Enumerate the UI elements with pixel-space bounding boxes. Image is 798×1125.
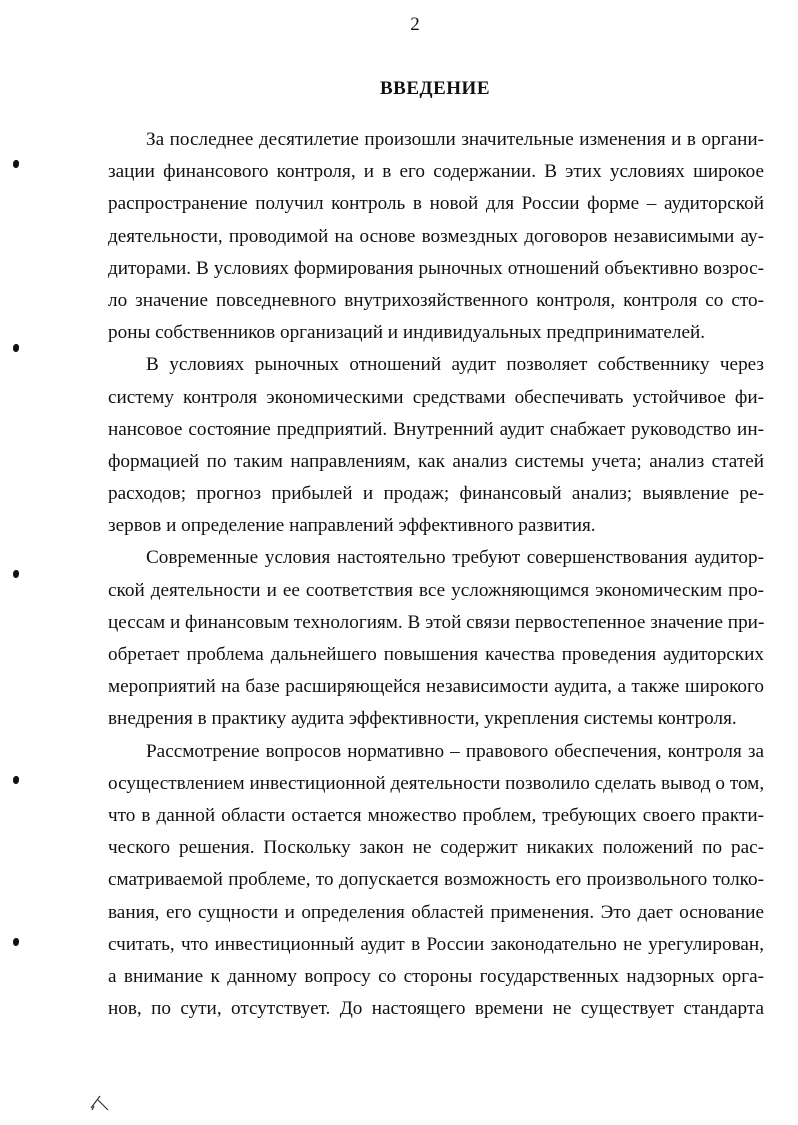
binder-hole-mark xyxy=(13,776,19,784)
binder-hole-mark xyxy=(13,344,19,352)
text-line: В условиях рыночных отношений аудит позволяет собственнику через xyxy=(146,354,764,376)
text-line: нов, по сути, отсутствует. До настоящего времени не существует стандарта xyxy=(108,998,764,1020)
text-line: систему контроля экономическими средствами обеспечивать устойчивое фи- xyxy=(108,386,764,408)
text-line: осуществлением инвестиционной деятельности позволило сделать вывод о том, xyxy=(108,772,765,794)
text-line: формацией по таким направлениям, как анализ системы учета; анализ статей xyxy=(108,450,764,472)
text-line: расходов; прогноз прибылей и продаж; финансовый анализ; выявление ре- xyxy=(108,483,764,505)
scan-mark-icon xyxy=(88,1090,112,1112)
binder-hole-mark xyxy=(13,938,19,946)
page-number: 2 xyxy=(410,14,420,35)
text-line: Рассмотрение вопросов нормативно – правового обеспечения, контроля за xyxy=(146,740,764,762)
text-line: считать, что инвестиционный аудит в России законодательно не урегулирован, xyxy=(108,933,764,955)
document-body xyxy=(108,124,764,1025)
binder-hole-mark xyxy=(13,160,19,168)
paragraph xyxy=(108,736,764,1026)
text-line: ской деятельности и ее соответствия все усложняющимся экономическим про- xyxy=(108,579,764,601)
text-line: роны собственников организаций и индивидуальных предпринимателей. xyxy=(108,322,706,344)
text-line: ло значение повседневного внутрихозяйственного контроля, контроля со сто- xyxy=(108,289,764,311)
text-line: обретает проблема дальнейшего повышения качества проведения аудиторских xyxy=(108,644,764,665)
text-line: сматриваемой проблеме, то допускается возможность его произвольного толко- xyxy=(108,869,764,891)
text-line: а внимание к данному вопросу со стороны государственных надзорных орга- xyxy=(108,965,764,987)
text-line: деятельности, проводимой на основе возмездных договоров независимыми ау- xyxy=(108,225,764,247)
paragraph xyxy=(108,349,764,542)
text-line: ческого решения. Поскольку закон не содержит никаких положений по рас- xyxy=(108,837,764,859)
page-title: ВВЕДЕНИЕ xyxy=(380,78,490,99)
text-line: Современные условия настоятельно требуют совершенствования аудитор- xyxy=(146,547,764,569)
text-line: распространение получил контроль в новой для России форме – аудиторской xyxy=(108,193,764,215)
paragraph xyxy=(108,124,764,349)
text-line: диторами. В условиях формирования рыночных отношений объективно возрос- xyxy=(108,257,764,279)
binder-hole-mark xyxy=(13,570,19,578)
paragraph xyxy=(108,542,764,735)
text-line: что в данной области остается множество проблем, требующих своего практи- xyxy=(108,804,764,826)
text-line: нансовое состояние предприятий. Внутренний аудит снабжает руководство ин- xyxy=(108,418,764,440)
text-line: зервов и определение направлений эффективного развития. xyxy=(108,515,596,537)
text-line: вания, его сущности и определения областей применения. Это дает основание xyxy=(108,901,764,923)
text-line: мероприятий на базе расширяющейся независимости аудита, а также широкого xyxy=(108,676,764,698)
text-line: внедрения в практику аудита эффективности, укрепления системы контроля. xyxy=(108,708,737,730)
text-line: зации финансового контроля, и в его содержании. В этих условиях широкое xyxy=(108,161,764,183)
text-line: За последнее десятилетие произошли значительные изменения и в органи- xyxy=(146,129,764,150)
text-line: цессам и финансовым технологиям. В этой связи первостепенное значение при- xyxy=(108,611,765,633)
